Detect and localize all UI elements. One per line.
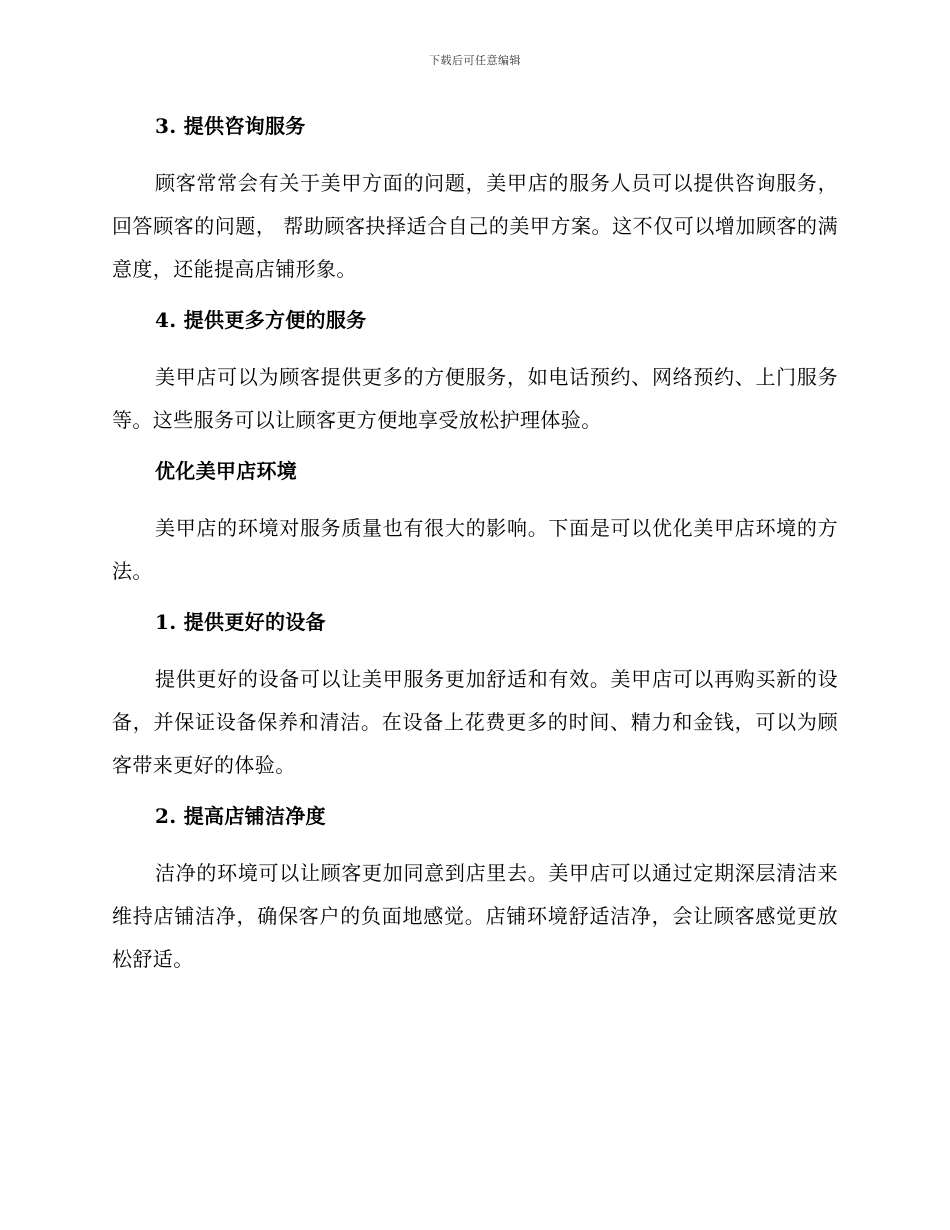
section-heading-better-equipment: 1. 提供更好的设备 (155, 610, 326, 634)
section-paragraph-cleanliness: 洁净的环境可以让顾客更加同意到店里去。美甲店可以通过定期深层清洁来维持店铺洁净，确保客户的负面地感觉。店铺环境舒适洁净，会让顾客感觉更放松舒适。 (112, 861, 838, 971)
section-paragraph-convenient-services: 美甲店可以为顾客提供更多的方便服务，如电话预约、网络预约、上门服务等。这些服务可以让顾客更方便地享受放松护理体验。 (112, 365, 838, 432)
section-paragraph-optimize-environment: 美甲店的环境对服务质量也有很大的影响。下面是可以优化美甲店环境的方法。 (112, 516, 838, 583)
section-paragraph-consulting: 顾客常常会有关于美甲方面的问题，美甲店的服务人员可以提供咨询服务，回答顾客的问题， 帮助顾客抉择适合自己的美甲方案。这不仅可以增加顾客的满意度，还能提高店铺形象。 (112, 171, 838, 281)
section-paragraph-better-equipment: 提供更好的设备可以让美甲服务更加舒适和有效。美甲店可以再购买新的设备，并保证设备保养和清洁。在设备上花费更多的时间、精力和金钱，可以为顾客带来更好的体验。 (112, 667, 838, 777)
document-body (112, 108, 838, 981)
header-note: 下载后可任意编辑 (429, 54, 521, 67)
section-heading-convenient-services: 4. 提供更多方便的服务 (155, 308, 367, 332)
section-heading-consulting: 3. 提供咨询服务 (155, 114, 306, 138)
section-heading-optimize-environment: 优化美甲店环境 (155, 459, 298, 483)
section-heading-cleanliness: 2. 提高店铺洁净度 (155, 804, 326, 828)
